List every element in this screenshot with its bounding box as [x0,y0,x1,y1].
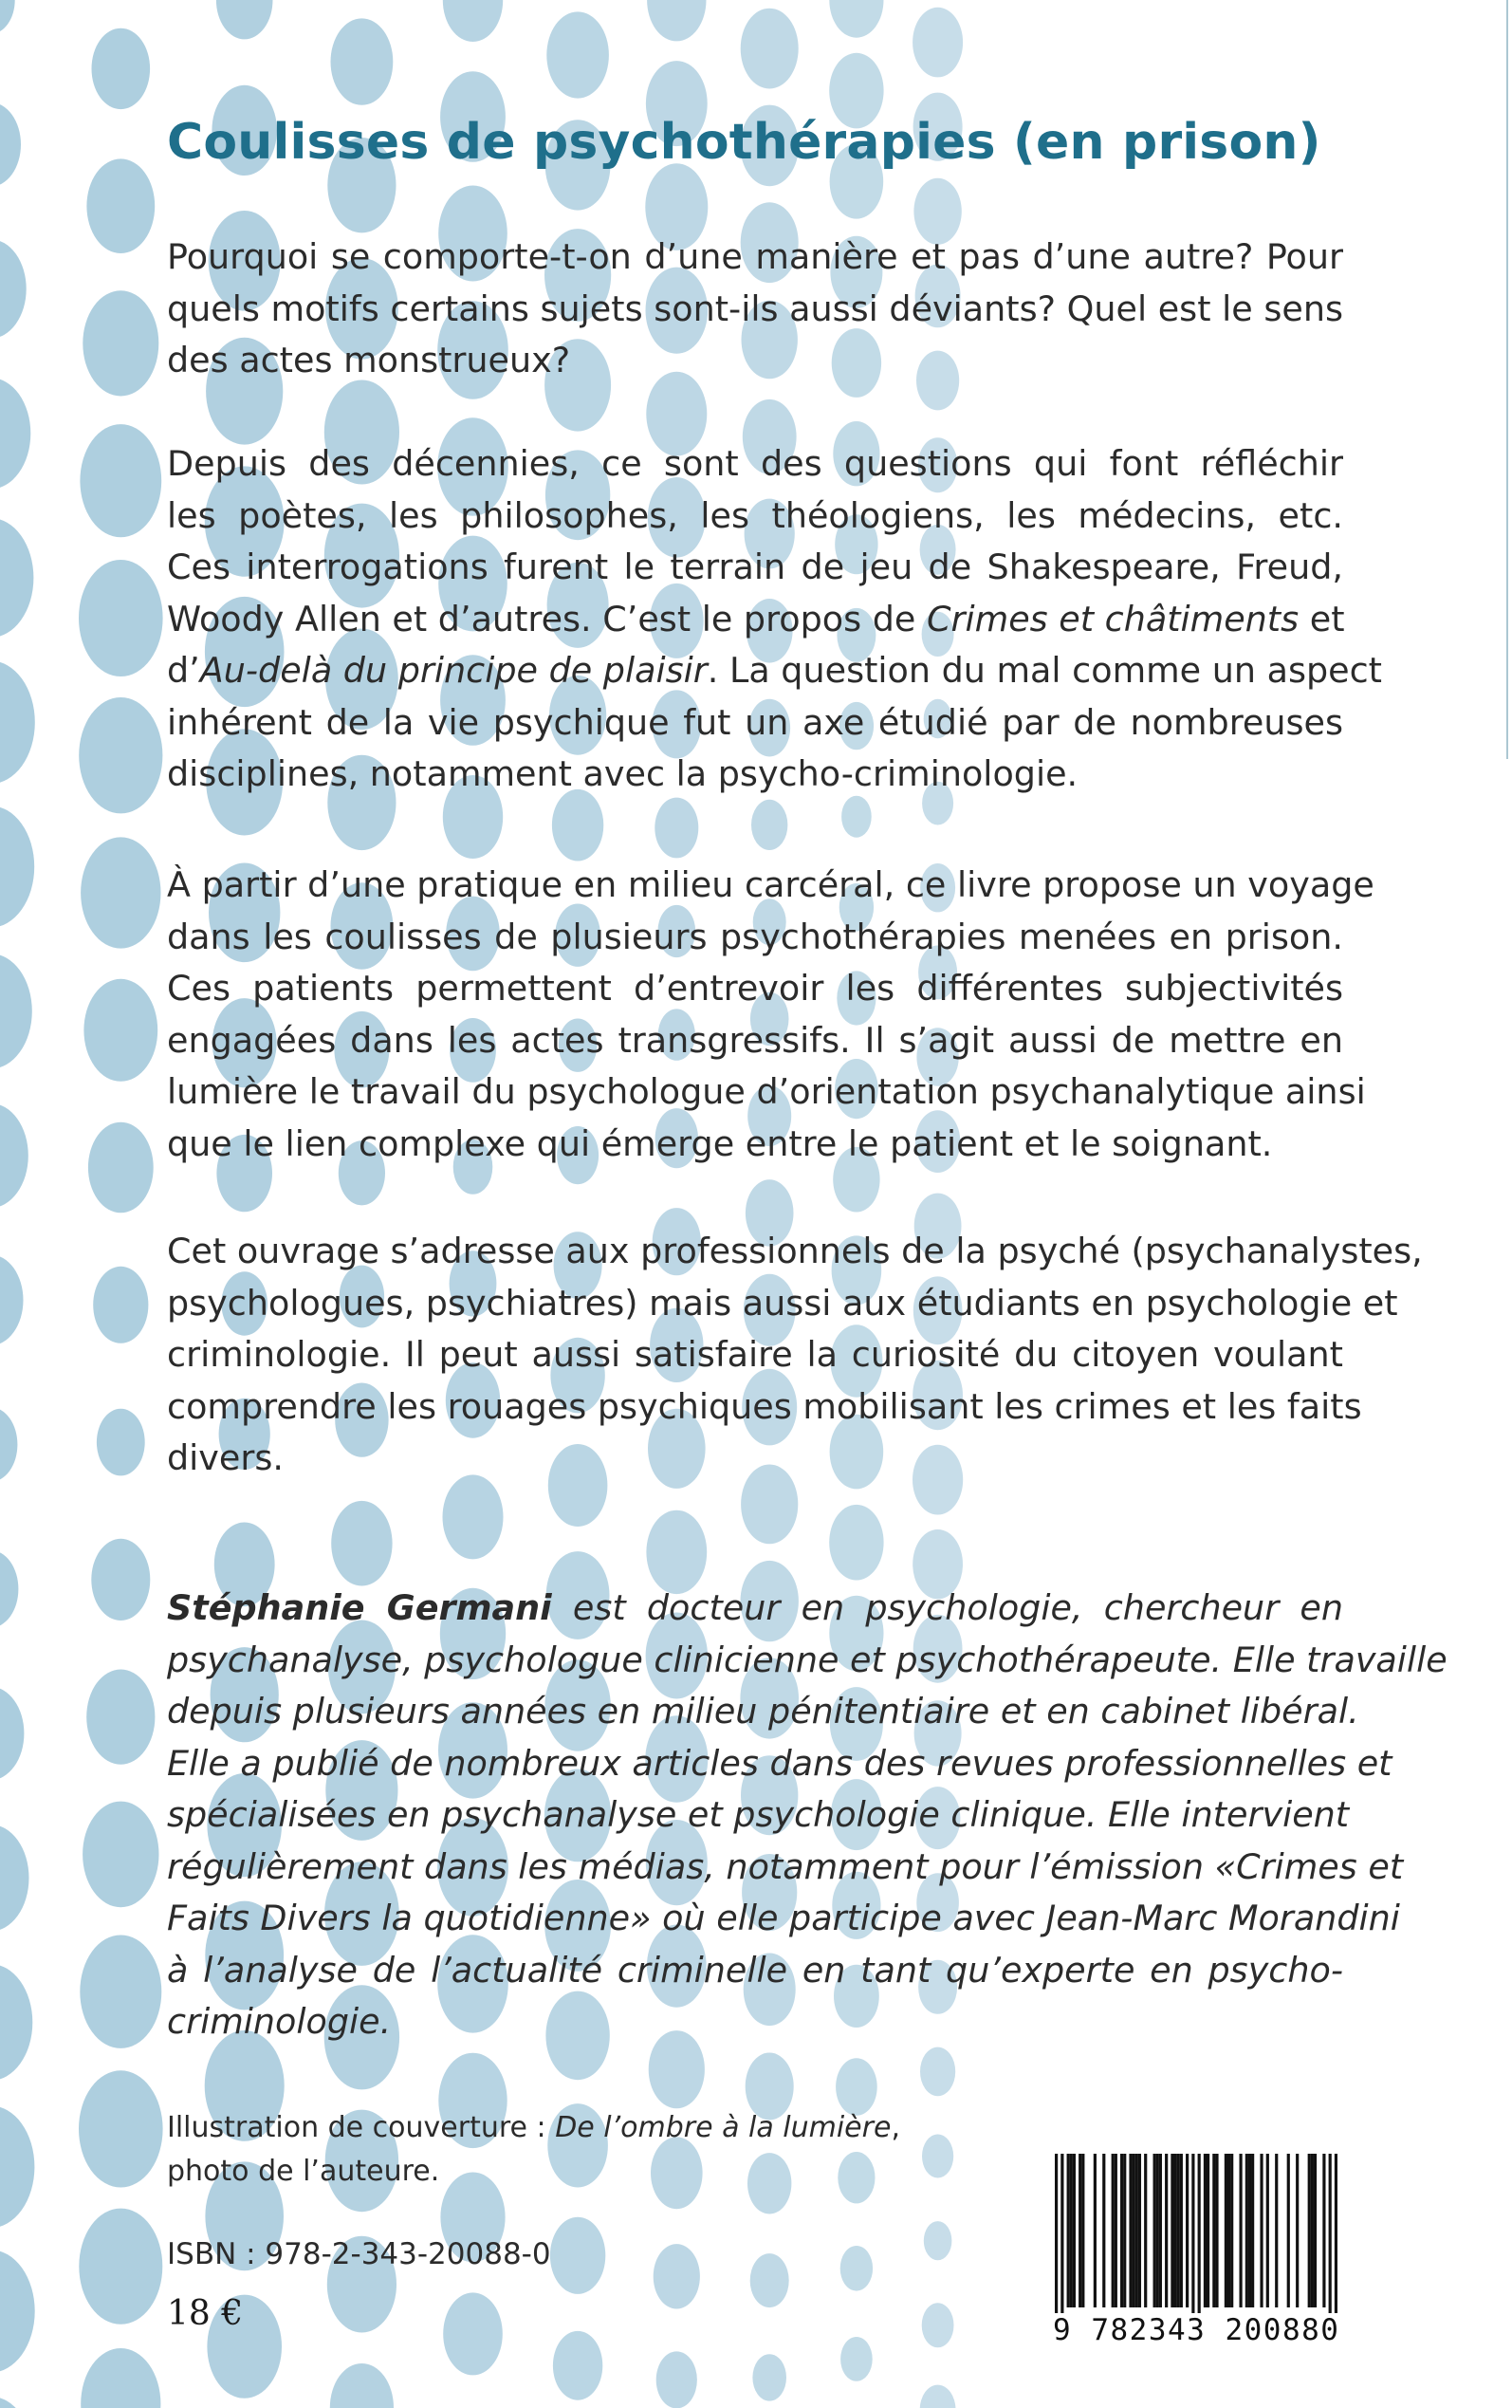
author-name: Stéphanie Germani [167,1587,552,1628]
background-dot [829,1505,883,1581]
background-dot [0,102,21,187]
intro-paragraph [167,232,1343,387]
background-dot [80,424,161,537]
background-dot [0,1964,32,2081]
text-fragment: Woody Allen et d’autres. C’est le propos de [167,598,927,639]
barcode-bar [1165,2154,1168,2307]
background-dot [83,290,158,396]
background-dot [0,2105,34,2228]
barcode-bar [1115,2154,1117,2307]
background-dot [92,28,151,109]
background-dot [922,2303,954,2347]
text-line: divers. [167,1437,284,1478]
barcode-bar [1287,2154,1290,2307]
barcode-bar [1070,2154,1073,2307]
background-dot [0,1254,24,1345]
barcode-bar [1260,2154,1263,2307]
background-dot [79,2070,163,2187]
barcode-bar [1204,2154,1207,2307]
background-dot [331,1501,392,1586]
background-dot [750,2253,789,2307]
barcode-bar [1177,2154,1180,2307]
credit-line-2: photo de l’auteure. [167,2155,440,2188]
text-line: Elle a publié de nombreux articles dans des revues professionnelles et [167,1742,1392,1784]
barcode-bar [1144,2154,1147,2307]
background-dot [920,2047,955,2097]
background-dot [79,560,163,676]
background-dot [646,1510,707,1594]
credit-work-title: De l’ombre à la lumière [555,2111,892,2144]
background-dot [656,2351,697,2408]
text-line: criminologie. [167,2001,392,2042]
background-dot [216,0,273,39]
barcode-bar [1159,2154,1162,2307]
background-dot [741,9,799,89]
barcode-bar [1123,2154,1126,2307]
background-dot [0,239,27,339]
text-line: à l’analyse de l’actualité criminelle en tant qu’experte en psycho- [167,1949,1343,1991]
barcode-bar [1275,2154,1278,2307]
barcode-bar [1191,2154,1194,2313]
background-dot [443,1474,504,1559]
barcode-bar [1173,2154,1176,2307]
barcode-bar [1198,2154,1201,2313]
barcode-bars [1055,2154,1337,2313]
text-line: Faits Divers la quotidienne» où elle participe avec Jean-Marc Morandini [167,1898,1400,1938]
background-dot [0,806,34,927]
background-dot [0,660,35,784]
background-dot [829,0,883,38]
background-dot [0,1687,24,1780]
barcode-bar [1251,2154,1254,2307]
barcode-bar [1171,2154,1173,2307]
author-bio [167,1583,1447,2048]
background-dot [654,2244,700,2308]
background-dot [913,8,963,78]
background-dot [922,2135,953,2178]
background-dot [81,2348,160,2408]
barcode-bar [1186,2154,1189,2307]
barcode-bar [1322,2154,1325,2307]
barcode [1053,2152,1340,2347]
background-dot [920,2385,956,2408]
background-dot [0,1550,18,1628]
text-line: psychologues, psychiatres) mais aussi aux étudiants en psychologie et [167,1282,1398,1324]
barcode-bar [1055,2154,1058,2313]
background-dot [751,800,787,850]
barcode-bar [1133,2154,1135,2307]
background-dot [0,1103,28,1208]
text-fragment: est docteur en psychologie, chercheur en [551,1587,1344,1628]
barcode-bar [1248,2154,1251,2307]
text-line: spécialisées en psychanalyse et psychologie clinique. Elle intervient [167,1794,1350,1835]
barcode-bar [1311,2154,1314,2307]
barcode-bar [1296,2154,1299,2307]
audience-paragraph [167,1226,1423,1485]
text-line: quels motifs certains sujets sont-ils aussi déviants? Quel est le sens [167,287,1343,329]
cover-illustration-credit [167,2106,900,2194]
text-line: Cet ouvrage s’adresse aux professionnels de la psyché (psychanalystes, [167,1231,1423,1271]
text-line: inhérent de la vie psychique fut un axe étudié par de nombreuses [167,701,1343,743]
barcode-bar [1314,2154,1317,2307]
barcode-bar [1335,2154,1337,2313]
background-dot [331,18,394,104]
barcode-bar [1230,2154,1233,2307]
background-dot [443,0,503,42]
background-dot [83,1802,158,1908]
text-fragment: d’ [167,650,200,691]
credit-line [167,2106,900,2150]
text-line-with-title [167,594,1343,646]
context-paragraph [167,438,1382,801]
credit-comma: , [891,2111,900,2144]
background-dot [0,954,32,1069]
spine-edge-line [1506,0,1508,759]
barcode-bar [1329,2154,1332,2313]
barcode-bar [1094,2154,1097,2307]
text-line: comprendre les rouages psychiques mobilisant les crimes et les faits [167,1385,1362,1427]
background-dot [550,2217,605,2294]
book-title: Coulisses de psychothérapies (en prison) [167,114,1321,171]
barcode-bar [1129,2154,1132,2307]
text-fragment: . La question du mal comme un aspect [707,650,1382,691]
barcode-bar [1060,2154,1063,2313]
text-line: Ces patients permettent d’entrevoir les différentes subjectivités [167,968,1343,1009]
background-dot [752,2354,786,2400]
background-dot [841,796,872,838]
barcode-bar [1120,2154,1123,2307]
text-line [167,1583,1343,1635]
background-dot [0,2250,35,2373]
background-dot [0,1825,29,1932]
barcode-bar [1215,2154,1218,2307]
background-dot [553,2331,602,2400]
text-line-with-title [167,645,1382,697]
text-fragment: et [1299,598,1345,639]
text-line: que le lien complexe qui émerge entre le patient et le soignant. [167,1122,1273,1164]
background-dot [0,518,33,638]
barcode-bar [1239,2154,1242,2307]
background-dot [0,378,30,489]
background-dot [330,2363,394,2408]
background-dot [443,2292,503,2375]
barcode-bar [1308,2154,1311,2307]
background-dot [81,837,160,948]
barcode-bar [1212,2154,1215,2307]
text-line: Ces interrogations furent le terrain de jeu de Shakespeare, Freud, [167,546,1343,587]
barcode-bar [1067,2154,1070,2307]
background-dot [79,2209,162,2325]
background-dot [546,11,609,98]
practice-paragraph [167,860,1374,1170]
background-dot [88,1122,154,1213]
work-title-au-dela: Au-delà du principe de plaisir [199,650,708,691]
background-dot [83,979,157,1082]
work-title-crimes: Crimes et châtiments [927,598,1300,639]
text-line: psychanalyse, psychologue clinicienne et psychothérapeute. Elle travaille [167,1639,1447,1680]
background-dot [0,0,15,34]
barcode-bar [1156,2154,1159,2307]
text-line: régulièrement dans les médias, notamment pour l’émission «Crimes et [167,1845,1404,1887]
text-line: dans les coulisses de plusieurs psychothérapies menées en prison. [167,916,1343,957]
barcode-bar [1102,2154,1105,2307]
background-dot [840,2337,873,2381]
barcode-bar [1135,2154,1138,2307]
credit-label: Illustration de couverture : [167,2111,556,2144]
background-dot [924,2221,952,2260]
barcode-bar [1079,2154,1081,2307]
barcode-bar [1207,2154,1209,2307]
text-line: criminologie. Il peut aussi satisfaire la curiosité du citoyen voulant [167,1334,1343,1375]
background-dot [93,1267,148,1343]
text-line: depuis plusieurs années en milieu pénitentiaire et en cabinet libéral. [167,1691,1359,1732]
background-dot [79,697,162,813]
text-line: disciplines, notamment avec la psycho-criminologie. [167,753,1079,794]
background-dot [80,1936,161,2048]
background-dot [840,2246,873,2291]
barcode-bar [1227,2154,1230,2307]
text-line: À partir d’une pratique en milieu carcéral, ce livre propose un voyage [167,864,1374,905]
text-line: des actes monstrueux? [167,340,571,380]
background-dot [655,798,698,859]
background-dot [86,1670,155,1765]
barcode-bar [1245,2154,1248,2307]
background-dot [91,1539,150,1621]
barcode-bar [1081,2154,1084,2307]
background-dot [0,2397,33,2408]
background-dot [97,1409,145,1476]
barcode-bar [1225,2154,1227,2307]
text-line: engagées dans les actes transgressifs. Il s’agit aussi de mettre en [167,1019,1343,1061]
barcode-bar [1153,2154,1156,2307]
barcode-bar [1138,2154,1141,2307]
barcode-bar [1180,2154,1183,2307]
background-dot [0,1407,17,1482]
background-dot [86,158,155,253]
background-dot [647,0,706,41]
barcode-bar [1112,2154,1115,2307]
isbn: ISBN : 978-2-343-20088-0 [167,2237,551,2271]
price: 18 € [167,2294,244,2333]
barcode-bar [1266,2154,1269,2307]
text-line: lumière le travail du psychologue d’orientation psychanalytique ainsi [167,1071,1366,1112]
barcode-digits: 9 782343 200880 [1053,2313,1340,2347]
text-line: Pourquoi se comporte-t-on d’une manière et pas d’une autre? Pour [167,236,1343,277]
barcode-bar [1073,2154,1076,2307]
text-line: Depuis des décennies, ce sont des questions qui font réfléchir [167,443,1343,484]
text-line: les poètes, les philosophes, les théologiens, les médecins, etc. [167,494,1343,536]
